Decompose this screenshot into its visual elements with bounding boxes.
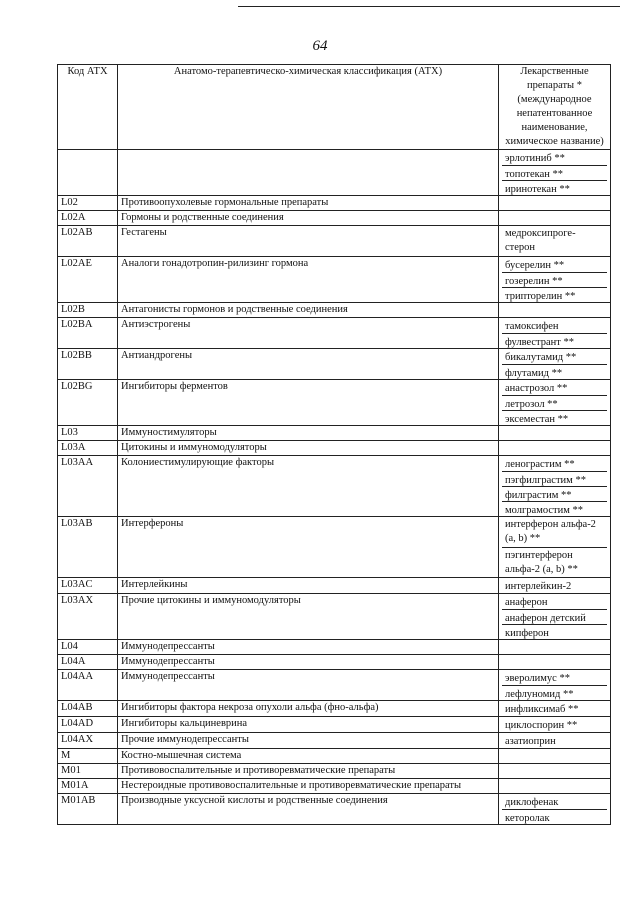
atx-code: L03AX (58, 594, 118, 640)
atx-classification: Иммунодепрессанты (118, 670, 499, 701)
table-row (58, 380, 611, 426)
header-drugs: Лекарственные препараты * (международное непатентованное наименование, химическое название) (499, 65, 611, 150)
atx-classification: Производные уксусной кислоты и родственные соединения (118, 794, 499, 825)
atx-code: L02AE (58, 257, 118, 303)
atx-code: L04AD (58, 717, 118, 733)
drug-list (499, 303, 611, 318)
drug-list (499, 150, 611, 196)
atx-classification: Интерлейкины (118, 578, 499, 594)
atx-code: L03 (58, 426, 118, 441)
table-row (58, 303, 611, 318)
table-row (58, 211, 611, 226)
atx-code: L04AX (58, 733, 118, 749)
table-row (58, 150, 611, 196)
atx-classification: Ингибиторы фактора некроза опухоли альфа (фно-альфа) (118, 701, 499, 717)
atx-code: L02BA (58, 318, 118, 349)
drug-name: эрлотиниб ** (505, 153, 565, 164)
drug-list (499, 733, 611, 749)
atx-code: L02 (58, 196, 118, 211)
drug-list (499, 764, 611, 779)
drug-name: бусерелин ** (505, 260, 565, 271)
drug-name: топотекан ** (502, 165, 607, 180)
table-row (58, 655, 611, 670)
drug-name: азатиоприн (505, 736, 556, 747)
table-row (58, 517, 611, 578)
drug-name: эксеместан ** (502, 410, 607, 425)
atx-code: L04AA (58, 670, 118, 701)
atx-classification: Аналоги гонадотропин-рилизинг гормона (118, 257, 499, 303)
atx-classification: Антиэстрогены (118, 318, 499, 349)
drug-list (499, 196, 611, 211)
drug-name: лефлуномид ** (502, 685, 607, 700)
drug-list (499, 380, 611, 426)
drug-name: интерферон альфа-2 (a, b) ** (505, 519, 596, 544)
drug-list (499, 640, 611, 655)
atx-classification: Иммуностимуляторы (118, 426, 499, 441)
drug-name: анаферон детский (502, 609, 607, 624)
drug-name: кеторолак (502, 809, 607, 824)
table-row (58, 349, 611, 380)
atx-code: M01AB (58, 794, 118, 825)
atx-code: M01A (58, 779, 118, 794)
drug-list (499, 749, 611, 764)
drug-name: интерлейкин-2 (505, 581, 572, 592)
table-row (58, 794, 611, 825)
table-row (58, 426, 611, 441)
atx-classification: Интерфероны (118, 517, 499, 578)
drug-list (499, 655, 611, 670)
drug-list (499, 701, 611, 717)
table-row (58, 749, 611, 764)
table-header-row (58, 65, 611, 150)
drug-name: циклоспорин ** (505, 720, 578, 731)
drug-name: анаферон (505, 597, 548, 608)
atx-classification: Колониестимулирующие факторы (118, 456, 499, 517)
atx-code: L02AB (58, 226, 118, 257)
atx-classification: Гормоны и родственные соединения (118, 211, 499, 226)
atx-classification: Ингибиторы кальциневрина (118, 717, 499, 733)
atx-code: L04 (58, 640, 118, 655)
drug-name: пэгинтерферон альфа-2 (a, b) ** (502, 547, 607, 577)
table-row (58, 764, 611, 779)
drug-name: гозерелин ** (502, 272, 607, 287)
drug-name: иринотекан ** (502, 180, 607, 195)
table-row (58, 670, 611, 701)
atx-code: L04AB (58, 701, 118, 717)
drug-name: диклофенак (505, 797, 559, 808)
atx-code: L02A (58, 211, 118, 226)
table-row (58, 779, 611, 794)
atx-classification: Антагонисты гормонов и родственные соединения (118, 303, 499, 318)
drug-list (499, 211, 611, 226)
drug-list (499, 456, 611, 517)
drug-name: трипторелин ** (502, 287, 607, 302)
atx-classification (118, 150, 499, 196)
header-classification: Анатомо-терапевтическо-химическая классификация (АТХ) (118, 65, 499, 150)
drug-name: пэгфилграстим ** (502, 471, 607, 486)
atx-code: L04A (58, 655, 118, 670)
atx-code: M01 (58, 764, 118, 779)
atx-code: L03AB (58, 517, 118, 578)
atx-classification: Костно-мышечная система (118, 749, 499, 764)
drug-list (499, 426, 611, 441)
drug-name: инфликсимаб ** (505, 704, 579, 715)
table-row (58, 456, 611, 517)
drug-list (499, 794, 611, 825)
table-row (58, 441, 611, 456)
drug-name: кипферон (502, 624, 607, 639)
atx-classification: Иммунодепрессанты (118, 655, 499, 670)
atx-classification: Прочие цитокины и иммуномодуляторы (118, 594, 499, 640)
drug-name: фулвестрант ** (502, 333, 607, 348)
table-row (58, 318, 611, 349)
atx-table (57, 64, 611, 825)
atx-code: L03AC (58, 578, 118, 594)
table-row (58, 640, 611, 655)
drug-name: бикалутамид ** (505, 352, 577, 363)
atx-classification: Ингибиторы ферментов (118, 380, 499, 426)
atx-code: L03AA (58, 456, 118, 517)
drug-name: тамоксифен (505, 321, 559, 332)
table-row (58, 578, 611, 594)
drug-list (499, 717, 611, 733)
atx-classification: Иммунодепрессанты (118, 640, 499, 655)
drug-name: анастрозол ** (505, 383, 568, 394)
drug-list (499, 517, 611, 578)
atx-code: L02BB (58, 349, 118, 380)
table-row (58, 733, 611, 749)
atx-classification: Цитокины и иммуномодуляторы (118, 441, 499, 456)
atx-code: L03A (58, 441, 118, 456)
atx-classification: Антиандрогены (118, 349, 499, 380)
atx-code: L02B (58, 303, 118, 318)
drug-name: молграмостим ** (502, 501, 607, 516)
table-row (58, 196, 611, 211)
atx-code: L02BG (58, 380, 118, 426)
drug-list (499, 578, 611, 594)
drug-list (499, 257, 611, 303)
drug-name: медроксипроге-стерон (505, 228, 576, 253)
atx-classification: Гестагены (118, 226, 499, 257)
drug-list (499, 670, 611, 701)
drug-name: эверолимус ** (505, 673, 570, 684)
atx-classification: Противоопухолевые гормональные препараты (118, 196, 499, 211)
drug-list (499, 318, 611, 349)
drug-name: ленограстим ** (505, 459, 575, 470)
table-row (58, 257, 611, 303)
atx-code (58, 150, 118, 196)
drug-name: флутамид ** (502, 364, 607, 379)
drug-name: филграстим ** (502, 486, 607, 501)
table-row (58, 717, 611, 733)
atx-classification: Нестероидные противовоспалительные и противоревматические препараты (118, 779, 499, 794)
atx-classification: Прочие иммунодепрессанты (118, 733, 499, 749)
page-number: 64 (312, 38, 328, 54)
drug-list (499, 226, 611, 257)
drug-name: летрозол ** (502, 395, 607, 410)
table-row (58, 226, 611, 257)
drug-list (499, 441, 611, 456)
header-code: Код АТХ (58, 65, 118, 150)
top-rule (238, 6, 620, 7)
table-row (58, 701, 611, 717)
atx-classification: Противовоспалительные и противоревматические препараты (118, 764, 499, 779)
table-row (58, 594, 611, 640)
drug-list (499, 349, 611, 380)
drug-list (499, 779, 611, 794)
atx-code: M (58, 749, 118, 764)
drug-list (499, 594, 611, 640)
